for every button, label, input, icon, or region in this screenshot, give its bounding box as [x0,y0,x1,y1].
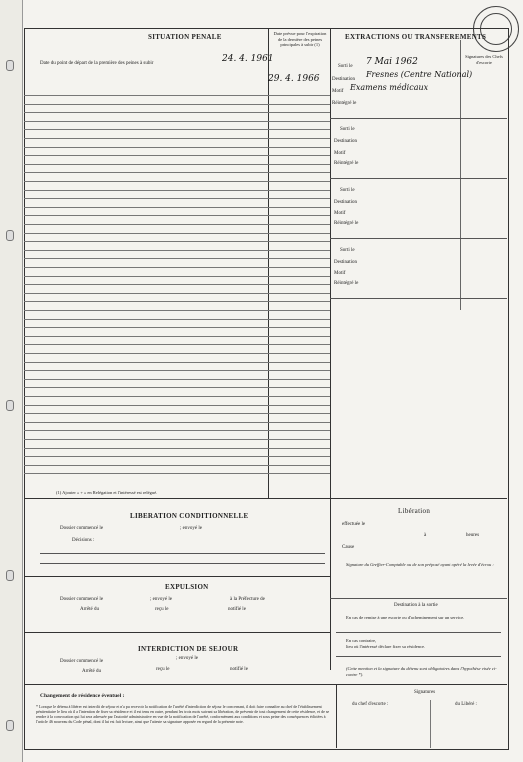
sejour-envoye-label: ; envoyé le [176,656,198,661]
ruled-line [24,310,330,311]
entry-separator [330,298,507,299]
sejour-recu-label: reçu le [156,667,170,672]
binding-hole [6,230,14,241]
ruled-line [24,327,330,328]
entry4-reintegre-label: Réintégré le [334,281,359,286]
signatures-header: Signatures des Chefs d'escorte [465,54,503,65]
entry1-destination-label: Destination [332,77,356,82]
entry1-destination-value: Fresnes (Centre National) [366,70,473,79]
ruled-line [24,121,330,122]
expulsion-arrete-label: Arrêté du [80,607,100,612]
greffier-text: Signature du Greffier-Comptable ou de son préposé ayant opéré la levée d'écrou : [346,562,494,567]
binding-hole [6,60,14,71]
liberation-a-label: à [424,533,427,538]
entry4-motif-label: Motif [334,271,346,276]
liberation-title: Libération [398,507,431,515]
column-divider [330,498,331,670]
ruled-line [24,387,330,388]
ruled-line [24,301,330,302]
ruled-line [24,224,330,225]
ruled-line [24,284,330,285]
chef-escorte-label: du chef d'escorte : [352,702,389,707]
entry-separator [330,118,507,119]
escorte-text: En cas de remise à une escorte ou d'acheminement sur un service. [346,615,465,620]
entry4-destination-label: Destination [334,260,358,265]
ruled-line [24,190,330,191]
ruled-line [24,258,330,259]
expiry-header: Date prévue pour l'expiration de la dernière des peines principales à subir (1) [273,31,327,47]
blank-line [336,656,501,657]
blank-line [40,553,325,554]
ruled-line [24,233,330,234]
ruled-line [24,319,330,320]
start-date-label: Date du point de départ de la première des peines à subir [40,61,154,66]
changement-note: * Lorsque le détenu à libérer est interdit de séjour et n'a pu recevoir la notification de l'arrêté d'interdiction de séjour le concernant, il doit faire connaître au chef de l'établissement pénitentiaire le lieu où il a l'intention de fixer sa résidence et il est tenu en outre, pendant les trois mois suivant sa libération, de prévenir de tout changement de cette résidence, et de se rendre à la convocation qui lui sera adressée par l'autorité administrative en vue de la notification de l'arrêté, conformément aux conditions et sous peine des conséquences édictées à l'article 46 nouveau du Code pénal, dont il lui est fait lecture, ainsi que l'atteste sa signature apposée en regard de la présente note. [36,704,330,724]
libcond-dossier-label: Dossier commencé le [60,526,104,531]
situation-footnote: (1) Ajouter « + » en Relégation et l'intéressé est relégué. [56,490,158,495]
column-divider [430,700,431,748]
ruled-line [24,422,330,423]
changement-label: Changement de résidence éventuel : [40,693,125,699]
section-separator [24,498,507,499]
liberation-heures-label: heures [466,533,480,538]
start-date-value: 24. 4. 1961 [222,54,274,64]
ruled-line [24,181,330,182]
libcond-envoye-label: ; envoyé le [180,526,202,531]
section-separator [330,598,507,599]
column-divider [330,28,331,498]
ruled-line [24,396,330,397]
binding-strip [0,0,23,762]
entry3-reintegre-label: Réintégré le [334,221,359,226]
ruled-line [24,465,330,466]
ruled-line [24,456,330,457]
ruled-line [24,362,330,363]
section-separator [24,684,507,685]
ruled-line [24,138,330,139]
ruled-line [24,413,330,414]
entry1-motif-value: Examens médicaux [350,83,429,92]
mention-text: (Cette mention et la signature du détenu sont obligatoires dans l'hypothèse visée ci-contre *). [346,666,497,677]
ruled-line [24,129,330,130]
entry3-destination-label: Destination [334,200,358,205]
entry2-destination-label: Destination [334,139,358,144]
libcond-decisions-label: Décisions : [72,538,95,543]
ruled-line [24,215,330,216]
ruled-line [24,95,330,96]
entry2-motif-label: Motif [334,151,346,156]
entry1-sorti-value: 7 Mai 1962 [366,57,418,67]
entry1-reintegre-label: Réintégré le [332,101,357,106]
entry4-sorti-label: Sorti le [340,248,355,253]
ruled-line [24,293,330,294]
ruled-line [24,198,330,199]
libcond-title: LIBERATION CONDITIONNELLE [130,512,249,520]
ruled-line [24,430,330,431]
sejour-arrete-label: Arrêté du [82,669,102,674]
binding-hole [6,570,14,581]
column-divider [268,28,269,498]
entry2-sorti-label: Sorti le [340,127,355,132]
ruled-line [24,276,330,277]
situation-title: SITUATION PENALE [148,33,222,41]
entry2-reintegre-label: Réintégré le [334,161,359,166]
ruled-line [24,147,330,148]
lieu-text: lieu où l'intéressé déclare fixer sa résidence. [346,644,426,649]
ruled-line [24,241,330,242]
ruled-line [24,164,330,165]
binding-hole [6,720,14,731]
destination-sortie: Destination à la sortie [394,603,438,608]
entry1-sorti-label: Sorti le [338,64,353,69]
blank-line [336,632,501,633]
expulsion-notifie-label: notifié le [228,607,246,612]
column-divider [460,40,461,310]
ruled-line [24,172,330,173]
liberation-effectuee-label: effectuée le [342,522,366,527]
libere-label: du Libéré : [455,702,477,707]
ruled-line [24,405,330,406]
ruled-line [24,344,330,345]
entry1-motif-label: Motif [332,89,344,94]
ruled-line [24,370,330,371]
ruled-line [24,448,330,449]
extractions-title: EXTRACTIONS OU TRANSFEREMENTS [345,33,487,41]
entry-separator [330,238,507,239]
sejour-title: INTERDICTION DE SEJOUR [138,645,239,653]
expulsion-prefecture-label: à la Préfecture de [230,597,265,602]
ruled-line [24,379,330,380]
expulsion-title: EXPULSION [165,583,209,591]
ruled-line [24,336,330,337]
signatures-label: Signatures [414,690,436,695]
blank-line [40,563,325,564]
entry3-sorti-label: Sorti le [340,188,355,193]
section-separator [24,576,330,577]
expulsion-dossier-label: Dossier commencé le [60,597,104,602]
ruled-line [24,267,330,268]
ruled-line [24,439,330,440]
ruled-line [24,207,330,208]
contraire-text: En cas contraire, [346,638,377,643]
expulsion-envoye-label: ; envoyé le [150,597,172,602]
binding-hole [6,400,14,411]
liberation-cause-label: Cause [342,545,355,550]
sejour-dossier-label: Dossier commencé le [60,659,104,664]
ruled-line [24,473,330,474]
ruled-line [24,155,330,156]
expiry-value: 29. 4. 1966 [268,74,320,84]
expulsion-recu-label: reçu le [155,607,169,612]
ruled-line [24,353,330,354]
entry3-motif-label: Motif [334,211,346,216]
sejour-notifie-label: notifié le [230,667,248,672]
ruled-line [24,250,330,251]
section-separator [24,632,330,633]
column-divider [336,684,337,748]
ruled-line [24,104,330,105]
entry-separator [330,178,507,179]
ruled-line [24,112,330,113]
